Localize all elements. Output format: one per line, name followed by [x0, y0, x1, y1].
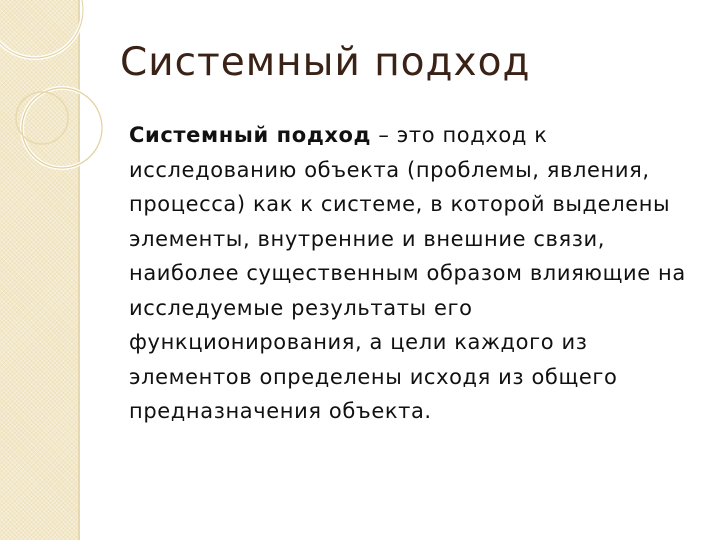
ring-large-outline — [0, 0, 83, 58]
definition-term: Системный подход — [129, 123, 372, 147]
slide-title: Системный подход — [120, 40, 531, 85]
ring-large — [0, 0, 83, 58]
ring-medium-outline — [22, 88, 102, 168]
definition-paragraph — [129, 118, 699, 429]
definition-text: – это подход к исследованию объекта (проблемы, явления, процесса) как к системе, в которой выделены элементы, внутренние и внешние связи, наиболее существенным образом влияющие на исследуемые результаты его функционирования, а цели каждого из элементов определены исходя из общего предназначения объекта. — [129, 123, 686, 423]
